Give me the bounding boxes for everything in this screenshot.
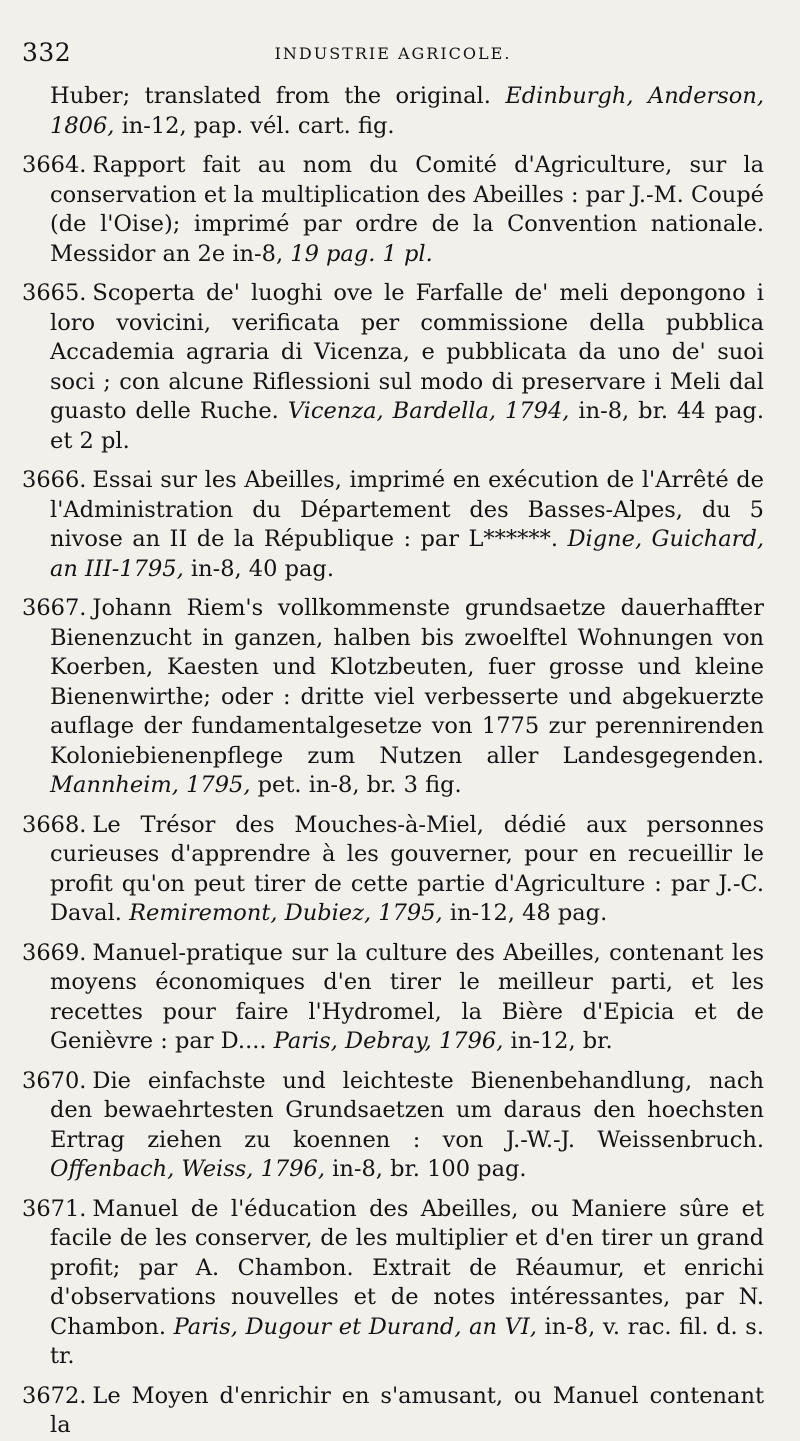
page-header: [22, 38, 764, 78]
entry-text: Scoperta de' luoghi ove le Farfalle de' meli depongono i loro vovicini, verificata per commissione della pubblica Accademia agraria di Vicenza, e pubblicata da uno de' suoi soci ; con alcune Riflessioni sul modo di preservare i Meli dal guasto delle Ruche.: [50, 280, 764, 424]
entry-text: Manuel de l'éducation des Abeilles, ou Maniere sûre et facile de les conserver, de les multiplier et d'en tirer un grand profit; par A. Chambon. Extrait de Réaumur, et enrichi d'observations nouvelles et de notes intéressantes, par N. Chambon.: [50, 1195, 764, 1340]
entry-tail: in-8, v. rac. fil. d. s. tr.: [50, 1313, 764, 1369]
entry-number: 3668.: [22, 811, 87, 838]
entry-number: 3670.: [22, 1067, 87, 1094]
entry-text: Johann Riem's vollkommenste grundsaetze dauerhaffter Bienenzucht in ganzen, halben bis zwoelftel Wohnungen von Koerben, Kaesten und Klotzbeuten, fuer grosse und kleine Bienenwirthe; oder : dritte viel verbesserte und abgekuerzte auflage der fundamentalgesetze von 1775 zur perennirenden Koloniebienenpflege zum Nutzen aller Landesgegenden.: [50, 595, 764, 769]
entry-imprint: Digne, Guichard, an III-1795,: [50, 526, 764, 582]
entry-imprint: Remiremont, Dubiez, 1795,: [129, 900, 443, 926]
page-number: 332: [22, 38, 72, 67]
entry-tail: in-8, 40 pag.: [183, 555, 334, 582]
bibliography-entry: [22, 594, 764, 801]
entry-number: 3672.: [22, 1382, 87, 1409]
bibliography-entry: [22, 1382, 764, 1441]
entry-number: 3669.: [22, 939, 87, 966]
entry-imprint: Offenbach, Weiss, 1796,: [50, 1156, 326, 1182]
bibliography-entry: [22, 1195, 764, 1372]
entry-number: 3665.: [22, 280, 87, 306]
entry-number: 3666.: [22, 467, 87, 493]
bibliography-entry: [22, 811, 764, 929]
entry-imprint: Mannheim, 1795,: [50, 772, 251, 798]
entry-imprint: 19 pag. 1 pl.: [290, 240, 433, 267]
bibliography-entry: [22, 1067, 764, 1185]
bibliography-entry: [22, 466, 764, 584]
entry-text: Essai sur les Abeilles, imprimé en exécution de l'Arrêté de l'Administration du Département des Basses-Alpes, du 5 nivose an II de la République : par L******.: [50, 467, 764, 552]
bibliography-entries: [22, 82, 764, 1441]
entry-imprint: Vicenza, Bardella, 1794,: [287, 398, 570, 424]
entry-tail: in-12, pap. vél. cart. fig.: [114, 112, 395, 139]
entry-tail: in-8, br. 100 pag.: [325, 1156, 527, 1182]
entry-imprint: Paris, Dugour et Durand, an VI,: [173, 1313, 537, 1340]
entry-tail: in-12, 48 pag.: [442, 900, 608, 926]
entry-imprint: Edinburgh, Anderson, 1806,: [50, 83, 764, 139]
entry-number: 3671.: [22, 1195, 87, 1222]
entry-text: Manuel-pratique sur la culture des Abeilles, contenant les moyens économiques d'en tirer le meilleur parti, et les recettes pour faire l'Hydromel, la Bière d'Epicia et de Genièvre : par D....: [50, 939, 764, 1054]
entry-text: Le Moyen d'enrichir en s'amusant, ou Manuel contenant la: [50, 1382, 764, 1438]
bibliography-entry: [22, 279, 764, 456]
entry-number: 3664.: [22, 152, 87, 178]
entry-tail: in-8, br. 44 pag. et 2 pl.: [50, 398, 764, 454]
running-title: INDUSTRIE AGRICOLE.: [274, 44, 512, 63]
entry-text: Die einfachste und leichteste Bienenbehandlung, nach den bewaehrtesten Grundsaetzen um daraus den hoechsten Ertrag ziehen zu koennen : von J.-W.-J. Weissenbruch.: [50, 1067, 764, 1153]
bibliography-entry: [22, 82, 764, 141]
entry-text: Le Trésor des Mouches-à-Miel, dédié aux personnes curieuses d'apprendre à les gouverner, pour en recueillir le profit qu'on peut tirer de cette partie d'Agriculture : par J.-C. Daval.: [50, 811, 764, 926]
entry-number: 3667.: [22, 595, 87, 621]
entry-tail: in-12, br.: [503, 1028, 613, 1054]
entry-tail: pet. in-8, br. 3 fig.: [250, 772, 462, 798]
entry-imprint: Paris, Debray, 1796,: [273, 1028, 504, 1054]
entry-text: Rapport fait au nom du Comité d'Agriculture, sur la conservation et la multiplication des Abeilles : par J.-M. Coupé (de l'Oise); imprimé par ordre de la Convention nationale. Messidor an 2e in-8,: [50, 152, 764, 267]
bibliography-entry: [22, 939, 764, 1057]
bibliography-entry: [22, 151, 764, 269]
entry-text: Huber; translated from the original.: [50, 83, 506, 109]
